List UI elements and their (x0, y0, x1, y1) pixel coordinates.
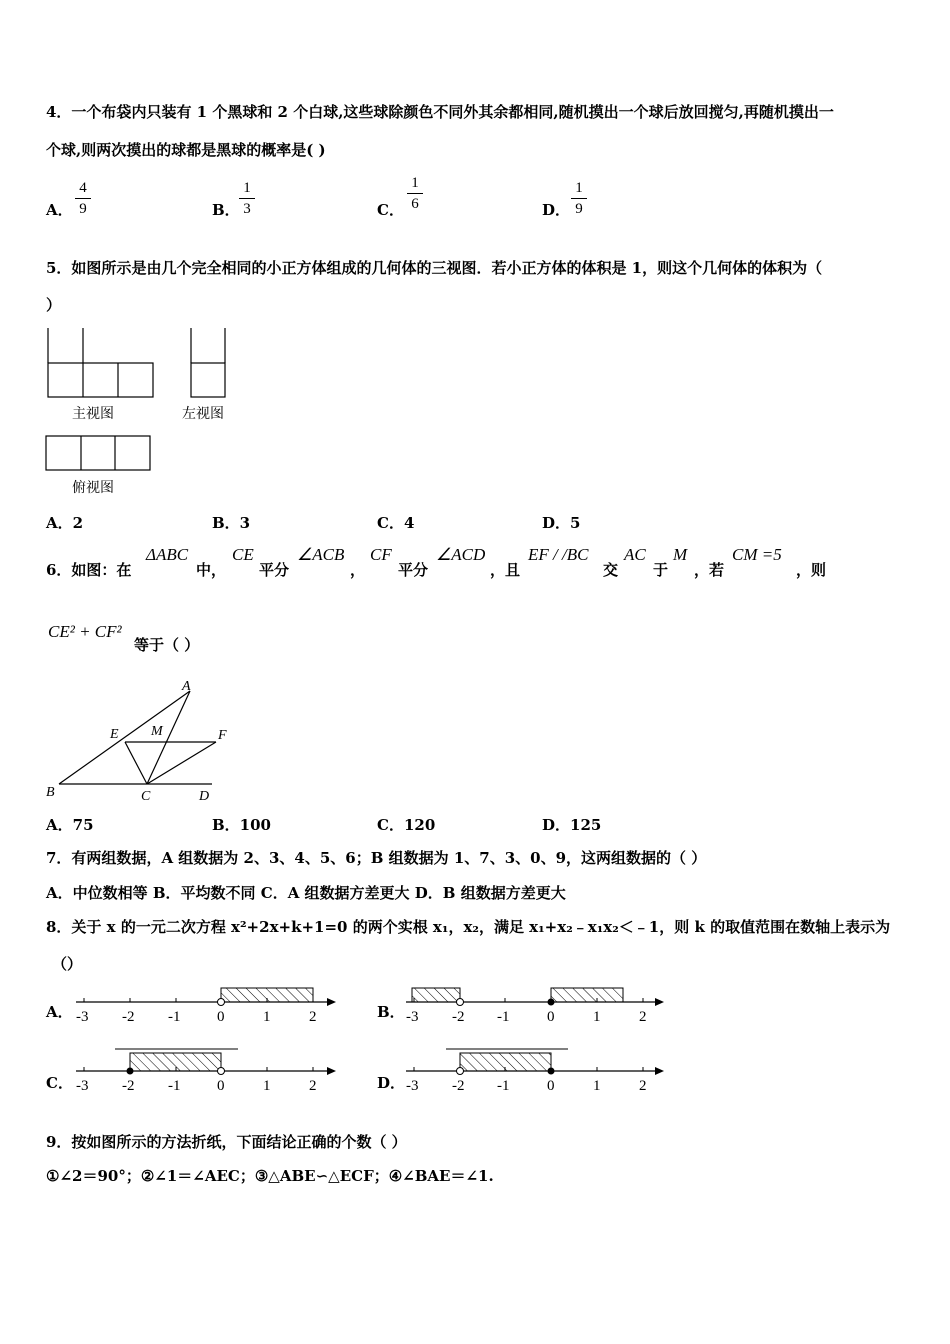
line-c-tick-minus1: -1 (168, 1078, 181, 1094)
line-a-tick-minus3: -3 (76, 1009, 89, 1025)
q6-text-1: 中， (196, 561, 227, 579)
front-view-label: 主视图 (72, 406, 114, 422)
q4-option-d-fraction (571, 179, 587, 218)
q4-option-b-num: 1 (243, 180, 251, 196)
q6-option-d: D．125 (542, 816, 602, 834)
q6-angle-acb: ∠ACB (297, 545, 345, 564)
q4-option-c-num: 1 (411, 175, 419, 191)
line-c-tick-0: 0 (217, 1078, 225, 1094)
q6-ef-parallel-bc: EF / /BC (528, 545, 589, 564)
number-line-b (406, 988, 664, 1025)
top-view-drawing (46, 436, 150, 470)
point-label-e: E (110, 727, 119, 742)
q8-number-lines (0, 980, 700, 1100)
line-c-tick-minus3: -3 (76, 1078, 89, 1094)
front-view-drawing (48, 328, 153, 397)
line-b-tick-1: 1 (593, 1009, 601, 1025)
q4-option-c-fraction (407, 174, 423, 213)
line-a-tick-0: 0 (217, 1009, 225, 1025)
q6-text-7: 于 (653, 561, 669, 579)
q4-option-a-label: A． (46, 201, 73, 219)
q8-option-d: D． (377, 1074, 406, 1092)
q9-stem: 9．按如图所示的方法折纸，下面结论正确的个数（ ） (46, 1133, 407, 1151)
segment-ec (125, 742, 147, 784)
line-b-tick-0: 0 (547, 1009, 555, 1025)
q4-option-c-den: 6 (411, 196, 419, 212)
line-c-tick-minus2: -2 (122, 1078, 135, 1094)
point-label-c: C (141, 789, 151, 804)
q8-option-c: C． (46, 1074, 73, 1092)
q4-option-a-fraction (75, 179, 91, 218)
line-c-tick-2: 2 (309, 1078, 317, 1094)
q6-cf: CF (370, 545, 392, 564)
point-label-f: F (218, 728, 227, 743)
q6-option-b: B．100 (212, 816, 271, 834)
q6-text-3: ， (350, 561, 366, 579)
q6-ac: AC (624, 545, 646, 564)
line-a-tick-1: 1 (263, 1009, 271, 1025)
q6-option-a: A．75 (46, 816, 94, 834)
q4-option-b-fraction (239, 179, 255, 218)
q4-option-d-label: D． (542, 201, 571, 219)
point-label-b: B (46, 785, 55, 800)
number-line-a (76, 988, 336, 1025)
q6-prefix: 6．如图：在 (46, 561, 132, 579)
q7-options: A．中位数相等 B．平均数不同 C．A 组数据方差更大 D．B 组数据方差更大 (46, 884, 566, 902)
line-b-tick-minus1: -1 (497, 1009, 510, 1025)
line-a-tick-minus2: -2 (122, 1009, 135, 1025)
q6-text-8: ，若 (694, 561, 725, 579)
q5-stem-line1: 5．如图所示是由几个完全相同的小正方体组成的几何体的三视图．若小正方体的体积是 1，则这个几何体的体积为（ (46, 259, 823, 277)
line-d-tick-minus3: -3 (406, 1078, 419, 1094)
q8-option-b: B． (377, 1003, 405, 1021)
line-b-tick-minus3: -3 (406, 1009, 419, 1025)
point-label-m: M (151, 724, 163, 739)
q8-stem-line2: （） (52, 955, 83, 973)
q6-text-5: ，且 (490, 561, 521, 579)
q4-option-c-label: C． (377, 201, 404, 219)
number-line-d (406, 1049, 664, 1094)
q5-option-a: A．2 (46, 514, 84, 532)
q6-cm-equals: CM =5 (732, 545, 782, 564)
q6-expression: CE² + CF² (48, 622, 122, 641)
q6-text-9: ，则 (796, 561, 827, 579)
line-d-tick-1: 1 (593, 1078, 601, 1094)
q6-text-2: 平分 (259, 561, 290, 579)
line-b-tick-minus2: -2 (452, 1009, 465, 1025)
q4-option-d-num: 1 (575, 180, 583, 196)
q5-option-b: B．3 (212, 514, 251, 532)
number-line-c (76, 1049, 336, 1094)
q6-equals: 等于（ ） (134, 636, 200, 654)
q6-triangle-figure (44, 675, 244, 805)
q5-stem-line2: ） (46, 296, 62, 314)
left-view-label: 左视图 (182, 406, 224, 422)
q4-option-b-den: 3 (243, 201, 251, 217)
left-view-drawing (191, 328, 225, 397)
q4-option-a-num: 4 (79, 180, 87, 196)
line-d-tick-0: 0 (547, 1078, 555, 1094)
line-c-tick-1: 1 (263, 1078, 271, 1094)
line-d-tick-minus1: -1 (497, 1078, 510, 1094)
q5-option-c: C．4 (377, 514, 415, 532)
q8-stem-line1: 8．关于 x 的一元二次方程 x²+2x+k+1=0 的两个实根 x₁，x₂，满足 x₁+x₂﹣x₁x₂＜﹣1，则 k 的取值范围在数轴上表示为 (46, 918, 891, 936)
point-label-d: D (199, 789, 210, 804)
point-label-a: A (182, 679, 191, 694)
q4-option-b-label: B． (212, 201, 240, 219)
q4-option-a-den: 9 (79, 201, 87, 217)
q6-m: M (673, 545, 688, 564)
q6-text-6: 交 (603, 561, 619, 579)
q6-text-4: 平分 (398, 561, 429, 579)
line-a-tick-2: 2 (309, 1009, 317, 1025)
q5-option-d: D．5 (542, 514, 581, 532)
q7-stem: 7．有两组数据，A 组数据为 2、3、4、5、6；B 组数据为 1、7、3、0、9，这两组数据的（ ） (46, 849, 707, 867)
q4-option-d-den: 9 (575, 201, 583, 217)
line-d-tick-2: 2 (639, 1078, 647, 1094)
q8-option-a: A． (46, 1003, 73, 1021)
line-b-tick-2: 2 (639, 1009, 647, 1025)
q6-ce: CE (232, 545, 254, 564)
q4-stem-line1: 4．一个布袋内只装有 1 个黑球和 2 个白球,这些球除颜色不同外其余都相同,随机摸出一个球后放回搅匀,再随机摸出一 (46, 103, 834, 121)
q9-statements: ①∠2＝90°；②∠1＝∠AEC；③△ABE∽△ECF；④∠BAE＝∠1. (46, 1167, 494, 1185)
top-view-label: 俯视图 (72, 480, 114, 496)
line-a-tick-minus1: -1 (168, 1009, 181, 1025)
line-d-tick-minus2: -2 (452, 1078, 465, 1094)
q4-stem-line2: 个球,则两次摸出的球都是黑球的概率是( ) (46, 141, 326, 159)
q6-option-c: C．120 (377, 816, 436, 834)
q6-triangle-abc: ΔABC (146, 545, 189, 564)
q6-angle-acd: ∠ACD (436, 545, 486, 564)
